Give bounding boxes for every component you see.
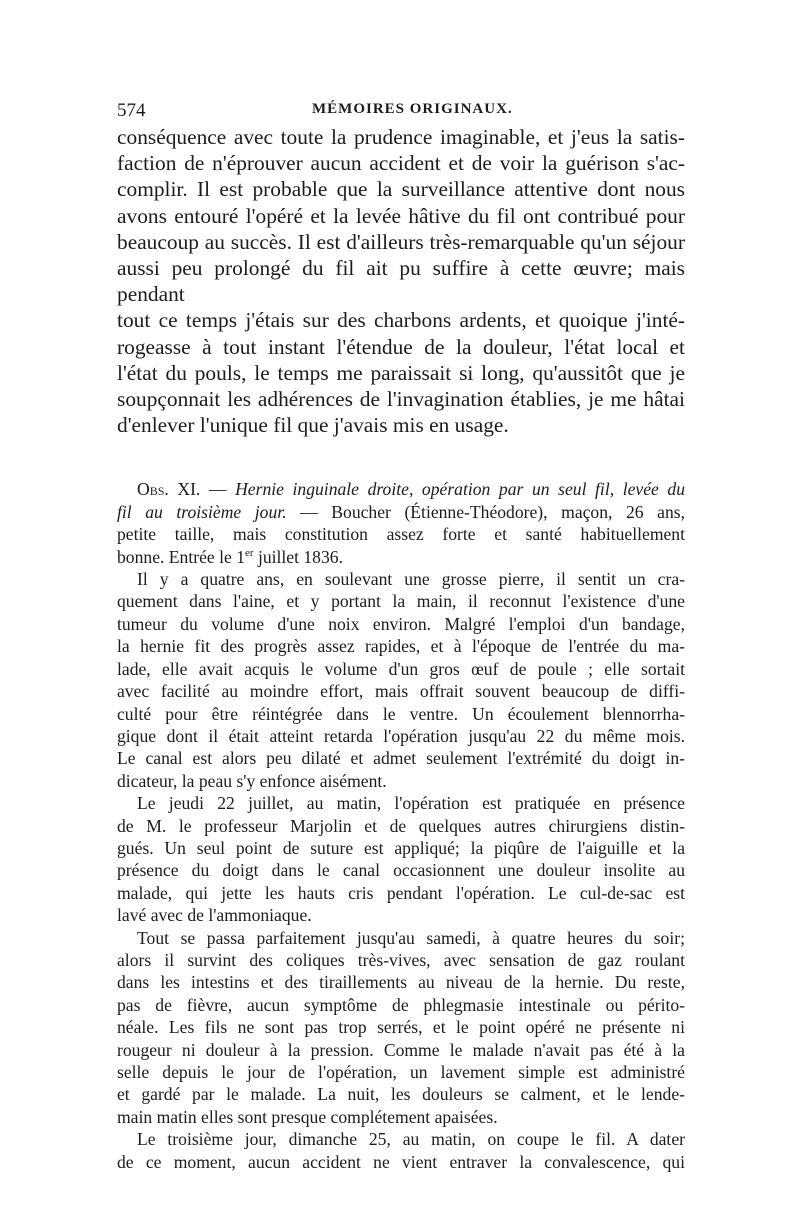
text-line: dicateur, la peau s'y enfonce aisément. <box>117 770 387 791</box>
observation-title: Hernie inguinale droite, opération par un seul fil, levée du <box>235 479 685 500</box>
text-line: la hernie fit des progrès assez rapides, et à l'époque de l'entrée du ma- <box>117 636 685 657</box>
observation-section <box>117 478 685 1173</box>
ordinal-sup: er <box>245 546 254 559</box>
text-line: néale. Les fils ne sont pas trop serrés, et le point opéré ne présente ni <box>117 1017 685 1038</box>
page-header <box>117 96 685 124</box>
text-line: Il y a quatre ans, en soulevant une grosse pierre, il sentit un cra- <box>137 569 685 590</box>
text-line <box>117 546 685 568</box>
text-line: faction de n'éprouver aucun accident et de voir la guérison s'ac- <box>117 151 685 176</box>
text-line: et gardé par le malade. La nuit, les douleurs se calment, et le lende- <box>117 1084 685 1105</box>
text-line: petite taille, mais constitution assez forte et santé habituellement <box>117 524 685 545</box>
text-line: alors il survint des coliques très-vives, avec sensation de gaz roulant <box>117 949 685 970</box>
text-line: d'enlever l'unique fil que j'avais mis en usage. <box>117 413 509 438</box>
admission-date: juillet 1836. <box>253 546 343 567</box>
text-line: rougeur ni douleur à la pression. Comme le malade n'avait pas été à la <box>117 1039 685 1060</box>
text-line: pas de fièvre, aucun symptôme de phlegmasie intestinale ou périto- <box>117 994 685 1015</box>
text-line: présence du doigt dans le canal occasionnent une douleur insolite au <box>117 860 685 881</box>
text-line: conséquence avec toute la prudence imaginable, et j'eus la satis- <box>117 125 685 149</box>
body-text-large <box>117 124 685 438</box>
text-line: Le canal est alors peu dilaté et admet seulement l'extrémité du doigt in- <box>117 748 685 769</box>
observation-title-line <box>117 501 685 523</box>
text-line: Tout se passa parfaitement jusqu'au samedi, à quatre heures du soir; <box>137 927 685 948</box>
text-line: complir. Il est probable que la surveillance attentive dont nous <box>117 177 685 202</box>
text-line: de M. le professeur Marjolin et de quelques autres chirurgiens distin- <box>117 815 685 836</box>
patient-info: — Boucher (Étienne-Théodore), maçon, 26 ans, <box>286 501 685 522</box>
text-line: avec facilité au moindre effort, mais offrait souvent beaucoup de diffi- <box>117 681 685 702</box>
text-line: tumeur du volume d'une noix environ. Malgré l'emploi d'un bandage, <box>117 613 685 634</box>
observation-title-line <box>117 478 685 500</box>
observation-number: Obs. XI. <box>137 479 201 500</box>
text-line: gique dont il était atteint retarda l'opération jusqu'au 22 du même mois. <box>117 725 685 746</box>
text-line: dans les intestins et des tiraillements au niveau de la hernie. Du reste, <box>117 972 685 993</box>
text-line: selle depuis le jour de l'opération, un lavement simple est administré <box>117 1062 685 1082</box>
text-line: gués. Un seul point de suture est appliqué; la piqûre de l'aiguille et la <box>117 837 685 858</box>
text-line: rogeasse à tout instant l'étendue de la douleur, l'état local et <box>117 334 685 359</box>
text-line: Le jeudi 22 juillet, au matin, l'opération est pratiquée en présence <box>137 793 685 814</box>
text-line: lade, elle avait acquis le volume d'un gros œuf de poule ; elle sortait <box>117 658 685 679</box>
text-line: lavé avec de l'ammoniaque. <box>117 905 312 926</box>
text-line: quement dans l'aine, et y portant la main, il reconnut l'existence d'une <box>117 591 685 612</box>
text-line: tout ce temps j'étais sur des charbons ardents, et quoique j'inté- <box>117 308 685 333</box>
text-line: main matin elles sont presque complétement apaisées. <box>117 1106 498 1127</box>
title-dash: — <box>200 479 236 500</box>
text-line: malade, qui jette les hauts cris pendant l'opération. Le cul-de-sac est <box>117 882 685 903</box>
text-line: avons entouré l'opéré et la levée hâtive du fil ont contribué pour <box>117 203 685 228</box>
text-line: beaucoup au succès. Il est d'ailleurs très-remarquable qu'un séjour <box>117 229 685 254</box>
page <box>117 96 685 1173</box>
page-number: 574 <box>117 100 146 121</box>
running-title: MÉMOIRES ORIGINAUX. <box>312 101 513 117</box>
text-line: aussi peu prolongé du fil ait pu suffire à cette œuvre; mais pendant <box>117 256 685 307</box>
text-line: culté pour être réintégrée dans le ventre. Un écoulement blennorrha- <box>117 703 685 724</box>
text-line: Le troisième jour, dimanche 25, au matin, on coupe le fil. A dater <box>137 1129 685 1150</box>
admission-text: bonne. Entrée le 1 <box>117 546 245 567</box>
observation-title-cont: fil au troisième jour. <box>117 501 287 522</box>
text-line: l'état du pouls, le temps me paraissait si long, qu'aussitôt que je <box>117 360 685 385</box>
text-line: soupçonnait les adhérences de l'invagination établies, je me hâtai <box>117 387 685 412</box>
text-line: de ce moment, aucun accident ne vient entraver la convalescence, qui <box>117 1151 685 1172</box>
